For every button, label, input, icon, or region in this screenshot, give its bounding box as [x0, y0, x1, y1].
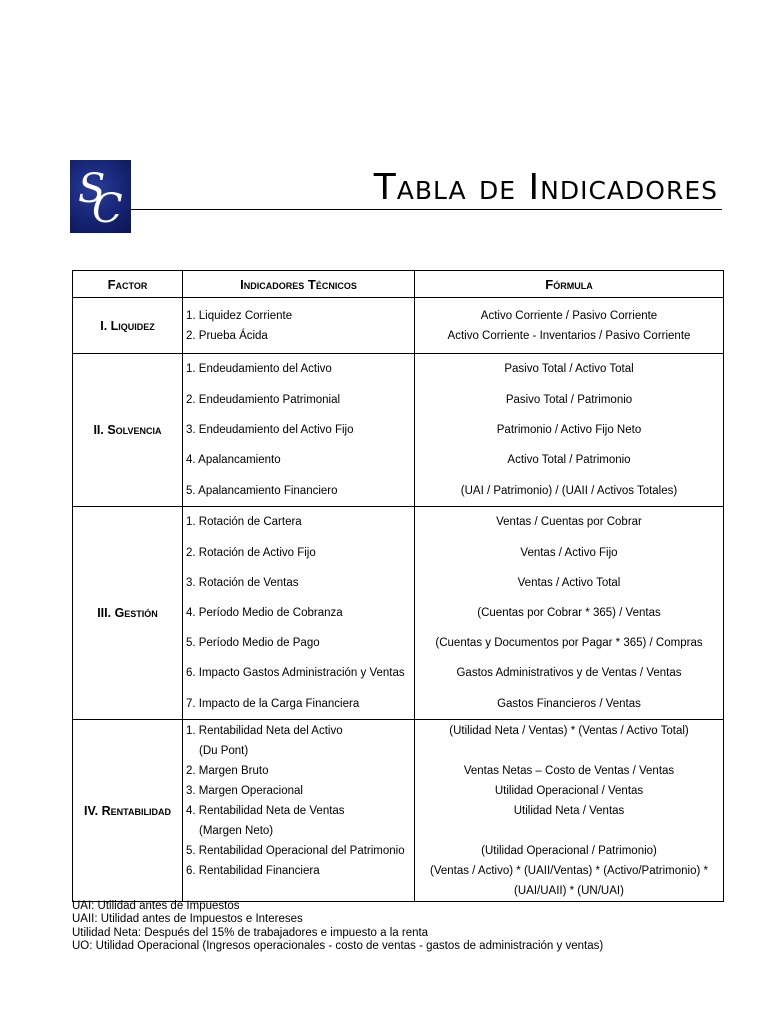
- formula-line: Ventas Netas – Costo de Ventas / Ventas: [463, 764, 675, 777]
- footnote-utilidad-neta: Utilidad Neta: Después del 15% de trabajadores e impuesto a la renta: [72, 926, 429, 939]
- footnote-uai: UAI: Utilidad antes de Impuestos: [72, 900, 240, 912]
- formula-line: (Utilidad Neta / Ventas) * (Ventas / Activo Total): [449, 724, 689, 737]
- table-row-rentabilidad: [73, 720, 724, 902]
- formula-line: (UAI/UAII) * (UN/UAI): [514, 884, 624, 897]
- indicators-cell: [183, 298, 415, 354]
- indicator-line: 2. Rotación de Activo Fijo: [186, 546, 316, 559]
- indicator-line: 2. Margen Bruto: [186, 764, 269, 777]
- formula-line: Ventas / Activo Total: [517, 576, 621, 589]
- formula-line: Ventas / Activo Fijo: [520, 546, 618, 559]
- formula-line: Gastos Financieros / Ventas: [497, 697, 641, 710]
- formula-line: Gastos Administrativos y de Ventas / Ventas: [456, 667, 682, 680]
- indicator-line: 4. Rentabilidad Neta de Ventas: [186, 804, 345, 817]
- indicator-line: 6. Rentabilidad Financiera: [186, 864, 320, 877]
- table-row-liquidez: [73, 298, 724, 354]
- indicator-line: 5. Período Medio de Pago: [186, 637, 320, 650]
- indicator-line: [183, 881, 414, 901]
- indicator-line: 5. Rentabilidad Operacional del Patrimonio: [186, 844, 405, 857]
- indicator-line: 2. Endeudamiento Patrimonial: [186, 393, 341, 406]
- formulas-cell: [415, 354, 724, 507]
- factor-cell: II. Solvencia: [73, 354, 183, 507]
- formula-line: Patrimonio / Activo Fijo Neto: [496, 423, 642, 436]
- formula-line: Pasivo Total / Patrimonio: [505, 393, 633, 406]
- formula-line: (Ventas / Activo) * (UAII/Ventas) * (Activo/Patrimonio) *: [429, 864, 709, 877]
- formula-line: Activo Total / Patrimonio: [507, 454, 631, 467]
- factor-cell: III. Gestión: [73, 507, 183, 720]
- table-row-solvencia: [73, 354, 724, 507]
- formula-line: [415, 741, 723, 761]
- formulas-cell: [415, 298, 724, 354]
- svg-text:S: S: [78, 166, 106, 212]
- formulas-cell: [415, 720, 724, 902]
- svg-text:C: C: [92, 186, 123, 232]
- indicator-line: 1. Rotación de Cartera: [186, 516, 302, 529]
- indicator-line: 6. Impacto Gastos Administración y Ventas: [186, 667, 405, 680]
- indicator-line: 4. Período Medio de Cobranza: [186, 607, 343, 619]
- indicators-cell: [183, 354, 415, 507]
- formula-line: Activo Corriente / Pasivo Corriente: [480, 309, 658, 322]
- formula-line: [415, 821, 723, 841]
- indicator-line: 1. Liquidez Corriente: [186, 309, 293, 322]
- footnotes: [72, 900, 603, 953]
- indicator-line: 5. Apalancamiento Financiero: [186, 484, 338, 497]
- footnote-uaii: UAII: Utilidad antes de Impuestos e Intereses: [72, 913, 303, 926]
- formula-line: (Cuentas y Documentos por Pagar * 365) / Compras: [435, 637, 703, 650]
- indicator-line: 4. Apalancamiento: [186, 454, 281, 467]
- table-row-gestion: [73, 507, 724, 720]
- factor-cell: IV. Rentabilidad: [73, 720, 183, 902]
- formulas-cell: [415, 507, 724, 720]
- factor-cell: I. Liquidez: [73, 298, 183, 354]
- indicator-line: 1. Endeudamiento del Activo: [186, 363, 332, 376]
- indicator-line: 7. Impacto de la Carga Financiera: [186, 697, 360, 710]
- indicators-cell: [183, 720, 415, 902]
- formula-line: Utilidad Operacional / Ventas: [494, 784, 644, 797]
- header-factor: Factor: [73, 271, 183, 298]
- header-indicators: Indicadores Técnicos: [183, 271, 415, 298]
- title-divider: [131, 209, 722, 210]
- indicator-line: 3. Margen Operacional: [186, 784, 303, 797]
- header-formula: Fórmula: [415, 271, 724, 298]
- table-header-row: [73, 271, 724, 298]
- formula-line: (Utilidad Operacional / Patrimonio): [481, 844, 657, 857]
- page-title: Tabla de Indicadores: [373, 167, 718, 208]
- formula-line: Activo Corriente - Inventarios / Pasivo Corriente: [447, 329, 691, 342]
- formula-line: Pasivo Total / Activo Total: [504, 363, 634, 376]
- footnote-uo: UO: Utilidad Operacional (Ingresos operacionales - costo de ventas - gastos de administración y ventas): [72, 939, 604, 952]
- formula-line: Utilidad Neta / Ventas: [513, 804, 625, 817]
- indicator-line: (Du Pont): [199, 744, 249, 757]
- indicator-line: (Margen Neto): [199, 824, 274, 837]
- indicator-line: 1. Rentabilidad Neta del Activo: [186, 724, 343, 737]
- indicators-cell: [183, 507, 415, 720]
- formula-line: (Cuentas por Cobrar * 365) / Ventas: [477, 607, 661, 619]
- indicator-line: 3. Rotación de Ventas: [186, 576, 299, 589]
- formula-line: (UAI / Patrimonio) / (UAII / Activos Totales): [460, 484, 678, 497]
- indicators-table: [72, 270, 724, 902]
- indicator-line: 3. Endeudamiento del Activo Fijo: [186, 423, 354, 436]
- formula-line: Ventas / Cuentas por Cobrar: [496, 516, 642, 529]
- indicator-line: 2. Prueba Ácida: [186, 329, 268, 342]
